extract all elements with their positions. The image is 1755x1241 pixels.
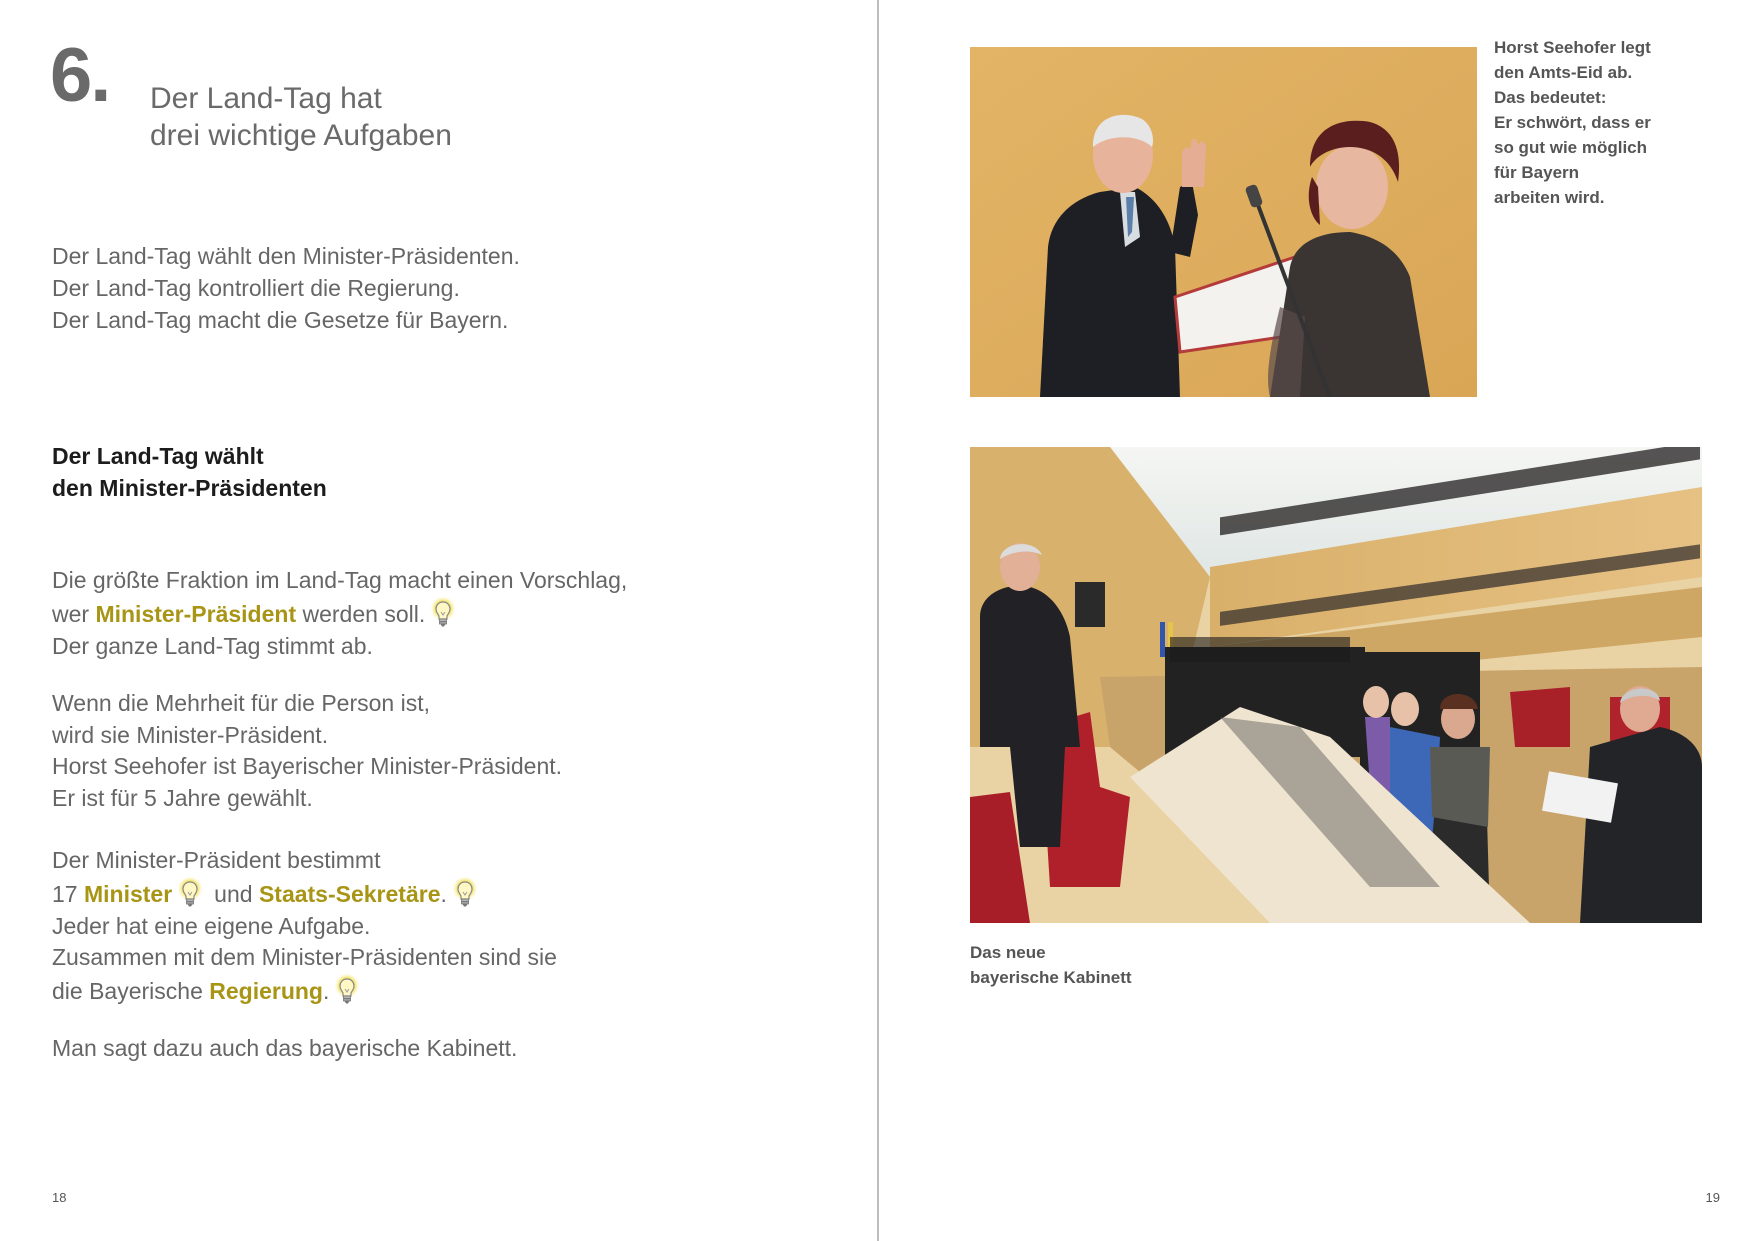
page-number-right: 19 — [1705, 1190, 1720, 1205]
text-fragment: und — [214, 880, 259, 907]
text-fragment: werden soll. — [296, 600, 426, 627]
paragraph-proposal — [52, 565, 627, 662]
glossary-term-staats-sekretaere[interactable]: Staats-Sekretäre — [258, 880, 441, 907]
section-heading-line: den Minister-Präsidenten — [52, 475, 327, 501]
paragraph-election — [52, 688, 562, 814]
text-line — [52, 597, 627, 631]
intro-line: Der Land-Tag kontrolliert die Regierung. — [52, 275, 460, 301]
caption-line: für Bayern — [1494, 163, 1580, 182]
intro-line: Der Land-Tag macht die Gesetze für Bayern. — [52, 307, 509, 333]
section-heading-line: Der Land-Tag wählt — [52, 443, 264, 469]
caption-line: arbeiten wird. — [1494, 188, 1605, 207]
caption-oath — [1494, 35, 1651, 210]
caption-line: so gut wie möglich — [1494, 138, 1648, 157]
text-line: Er ist für 5 Jahre gewählt. — [52, 784, 313, 811]
lightbulb-icon[interactable] — [333, 974, 361, 1008]
chapter-title-line: Der Land-Tag hat — [150, 82, 382, 115]
caption-line: bayerische Kabinett — [970, 968, 1132, 987]
text-fragment: . — [322, 977, 330, 1004]
text-line: Man sagt dazu auch das bayerische Kabinett. — [52, 1035, 518, 1061]
text-line: Der Minister-Präsident bestimmt — [52, 847, 381, 873]
text-line — [52, 974, 557, 1008]
lightbulb-icon[interactable] — [176, 877, 204, 911]
parliament-hall-illustration — [970, 447, 1702, 923]
caption-line: Er schwört, dass er — [1494, 113, 1651, 132]
caption-line: Das neue — [970, 943, 1046, 962]
caption-cabinet — [970, 940, 1132, 990]
glossary-term-minister[interactable]: Minister — [83, 880, 173, 907]
caption-line: den Amts-Eid ab. — [1494, 63, 1633, 82]
text-line: Die größte Fraktion im Land-Tag macht einen Vorschlag, — [52, 567, 628, 593]
page-number-left: 18 — [52, 1190, 67, 1205]
photo-oath-ceremony — [970, 47, 1477, 397]
text-fragment: 17 — [52, 880, 84, 907]
text-line: Jeder hat eine eigene Aufgabe. — [52, 912, 371, 939]
section-heading — [52, 440, 327, 504]
chapter-title-line: drei wichtige Aufgaben — [150, 119, 452, 152]
caption-line: Das bedeutet: — [1494, 88, 1607, 107]
oath-ceremony-illustration — [970, 47, 1477, 397]
right-page — [880, 0, 1755, 1241]
text-line: Horst Seehofer ist Bayerischer Minister-Präsident. — [52, 753, 563, 779]
paragraph-kabinett — [52, 1033, 517, 1065]
glossary-term-regierung[interactable]: Regierung — [209, 977, 323, 1004]
text-fragment: wer — [52, 600, 96, 627]
glossary-term-minister-praesident[interactable]: Minister-Präsident — [95, 600, 297, 627]
text-fragment: . — [440, 880, 447, 907]
intro-text — [52, 240, 520, 336]
chapter-number: 6. — [50, 33, 110, 118]
text-line — [52, 877, 557, 911]
lightbulb-icon[interactable] — [451, 877, 479, 911]
caption-line: Horst Seehofer legt — [1494, 38, 1651, 57]
text-line: Wenn die Mehrheit für die Person ist, — [52, 690, 430, 716]
text-fragment: die Bayerische — [52, 977, 210, 1004]
paragraph-cabinet — [52, 845, 557, 1008]
chapter-title — [150, 80, 452, 154]
text-line: Zusammen mit dem Minister-Präsidenten sind sie — [52, 944, 557, 970]
lightbulb-icon[interactable] — [429, 597, 457, 631]
photo-parliament-hall — [970, 447, 1702, 923]
text-line: Der ganze Land-Tag stimmt ab. — [52, 632, 373, 659]
text-line: wird sie Minister-Präsident. — [52, 721, 329, 748]
intro-line: Der Land-Tag wählt den Minister-Präsidenten. — [52, 243, 520, 269]
